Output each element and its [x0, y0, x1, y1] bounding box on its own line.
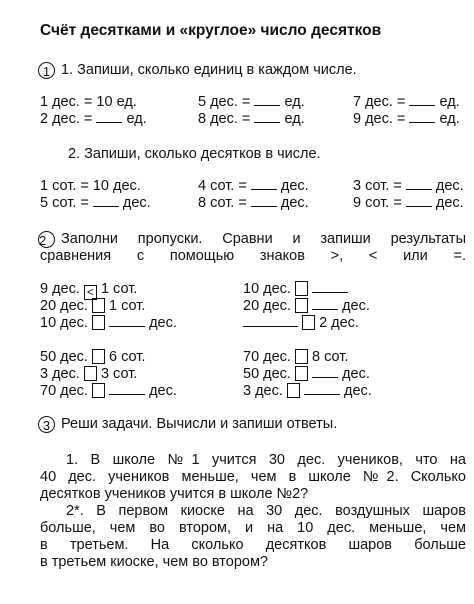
- sign-box[interactable]: [287, 383, 300, 398]
- problem1-line3: десятков учеников учится в школе №2?: [40, 486, 309, 502]
- cmp-left-2: 20 дес. 1 сот.: [40, 298, 146, 314]
- task2-line2: сравнения с помощью знаков >, < или =.: [40, 248, 466, 264]
- answer-blank[interactable]: [409, 105, 435, 106]
- answer-blank[interactable]: [254, 105, 280, 106]
- task1-header: [38, 62, 357, 79]
- sign-box[interactable]: [295, 366, 308, 381]
- cmp-left-1: 9 дес. < 1 сот.: [40, 281, 138, 299]
- sign-box[interactable]: <: [84, 285, 97, 300]
- answer-blank[interactable]: [254, 122, 280, 123]
- cmp-left-3: 10 дес. дес.: [40, 315, 177, 331]
- eq-1sot: 1 сот. = 10 дес.: [40, 178, 141, 194]
- answer-blank[interactable]: [304, 394, 340, 395]
- sign-box[interactable]: [295, 349, 308, 364]
- sign-box[interactable]: [295, 298, 308, 313]
- eq-1des: 1 дес. = 10 ед.: [40, 94, 137, 110]
- answer-blank[interactable]: [243, 326, 298, 327]
- answer-blank[interactable]: [109, 326, 145, 327]
- answer-blank[interactable]: [409, 122, 435, 123]
- cmp-right-6: 3 дес. дес.: [243, 383, 372, 399]
- eq-2des: 2 дес. = ед.: [40, 111, 147, 127]
- answer-blank[interactable]: [406, 206, 432, 207]
- answer-blank[interactable]: [312, 292, 348, 293]
- answer-blank[interactable]: [251, 189, 277, 190]
- problem2-line4: в третьем киоске, чем во втором?: [40, 554, 268, 570]
- answer-blank[interactable]: [251, 206, 277, 207]
- answer-blank[interactable]: [312, 377, 338, 378]
- eq-9des: 9 дес. = ед.: [353, 111, 460, 127]
- answer-blank[interactable]: [109, 394, 145, 395]
- sign-box[interactable]: [92, 315, 105, 330]
- eq-5des: 5 дес. = ед.: [198, 94, 305, 110]
- problem1-line1: 1. В школе №1 учится 30 дес. учеников, что на: [66, 452, 466, 468]
- problem1-line2: 40 дес. учеников меньше, чем в школе №2. Сколько: [40, 469, 466, 485]
- task3-label: Реши задачи. Вычисли и запиши ответы.: [61, 416, 338, 432]
- sign-box[interactable]: [302, 315, 315, 330]
- cmp-right-3: 2 дес.: [243, 315, 359, 332]
- eq-5sot: 5 сот. = дес.: [40, 195, 151, 211]
- eq-8sot: 8 сот. = дес.: [198, 195, 309, 211]
- answer-blank[interactable]: [312, 309, 338, 310]
- eq-8des: 8 дес. = ед.: [198, 111, 305, 127]
- page-title: Счёт десятками и «круглое» число десятков: [40, 22, 382, 39]
- cmp-left-6: 70 дес. дес.: [40, 383, 177, 399]
- cmp-left-5: 3 дес. 3 сот.: [40, 366, 138, 382]
- eq-3sot: 3 сот. = дес.: [353, 178, 464, 194]
- task1-sub1-label: 1. Запиши, сколько единиц в каждом числе.: [61, 62, 357, 78]
- eq-7des: 7 дес. = ед.: [353, 94, 460, 110]
- answer-blank[interactable]: [93, 206, 119, 207]
- sign-box[interactable]: [84, 366, 97, 381]
- cmp-right-2: 20 дес. дес.: [243, 298, 370, 314]
- task1-sub2-label: 2. Запиши, сколько десятков в числе.: [68, 146, 321, 162]
- sign-box[interactable]: [295, 281, 308, 296]
- problem2-line3: в третьем. На сколько десятков шаров больше: [40, 537, 466, 553]
- sign-box[interactable]: [92, 349, 105, 364]
- cmp-left-4: 50 дес. 6 сот.: [40, 349, 146, 365]
- eq-9sot: 9 сот. = дес.: [353, 195, 464, 211]
- task2-line1: 2 Заполни пропуски. Сравни и запиши результаты: [39, 231, 466, 248]
- task3-header: [38, 416, 337, 433]
- answer-blank[interactable]: [406, 189, 432, 190]
- cmp-right-5: 50 дес. дес.: [243, 366, 370, 382]
- sign-box[interactable]: [92, 383, 105, 398]
- answer-blank[interactable]: [96, 122, 122, 123]
- problem2-line2: больше, чем во втором, и на 10 дес. меньше, чем: [40, 520, 466, 536]
- task-number-circle: 3: [38, 416, 55, 433]
- cmp-right-4: 70 дес. 8 сот.: [243, 349, 349, 365]
- problem2-line1: 2*. В первом киоске на 30 дес. воздушных шаров: [66, 503, 466, 519]
- task-number-circle: 2: [38, 231, 55, 248]
- cmp-right-1: 10 дес.: [243, 281, 348, 298]
- sign-box[interactable]: [92, 298, 105, 313]
- eq-4sot: 4 сот. = дес.: [198, 178, 309, 194]
- task-number-circle: 1: [38, 62, 55, 79]
